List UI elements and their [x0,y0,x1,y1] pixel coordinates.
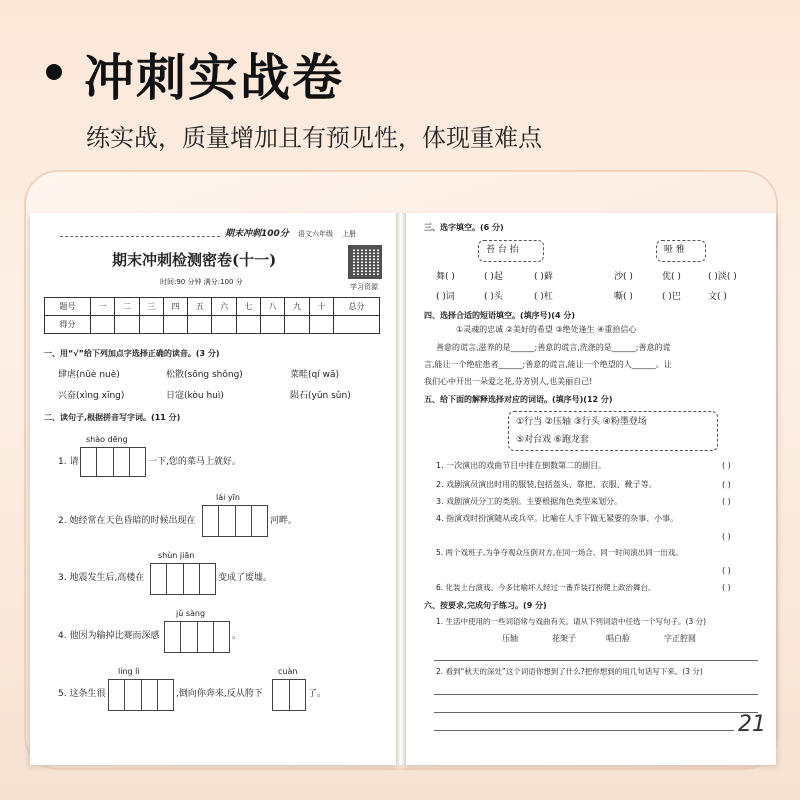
word-options: ⑤对台戏 ⑥跑龙套 [516,435,589,445]
pinyin-hint: shào dēng [86,435,128,444]
word-options: ①行当 ②压轴 ③行头 ④粉墨登场 [516,417,647,427]
fill-blank[interactable]: ( )藓 [534,272,553,282]
score-cell[interactable] [188,316,212,334]
fill-blank[interactable]: ( )巴 [662,292,681,302]
sentence-text: 。 [232,631,242,641]
paragraph-line[interactable]: 言,能让一个绝症患者______;善意的谎言,能让一个绝望的人______。让 [424,360,672,369]
word-choice: 字正腔圆 [664,634,696,643]
fill-blank[interactable]: ( )淡( ) [708,272,737,282]
fill-blank[interactable]: 文( ) [708,292,727,302]
table-cell: 四 [163,298,187,316]
sentence-text: 变成了废墟。 [218,573,273,583]
pinyin-hint: cuàn [278,667,298,676]
table-cell: 六 [212,298,236,316]
section2-title: 二、读句子,根据拼音写字词。(11 分) [44,413,181,422]
paragraph-line[interactable]: 善意的谎言,滋养的是______;善意的谎言,洗涤的是______;善意的谎 [436,343,671,352]
page-title: 冲刺实战卷 [84,49,344,107]
section3-title: 三、选字填空。(6 分) [424,223,504,232]
pinyin-hint: shùn jiān [158,551,195,560]
question-text: 1. 一次演出的戏曲节目中排在倒数第二的剧目。 [436,461,607,470]
header-brand: 期末冲刺100分 [225,229,289,239]
sentence-text: 5. 这条生很 [58,689,106,699]
writing-grid[interactable] [202,505,268,537]
score-table [44,297,380,334]
left-page [30,213,398,765]
section6-title: 六、按要求,完成句子练习。(9 分) [424,601,547,610]
table-cell: 九 [285,298,309,316]
pinyin-choice[interactable]: 陨石(yǔn sǔn) [290,391,351,401]
section4-title: 四、选择合适的短语填空。(填序号)(4 分) [424,311,575,320]
answer-line[interactable] [434,730,734,731]
sentence-text: 了。 [308,689,327,699]
pinyin-choice[interactable]: 松散(sōng shǒng) [166,370,243,380]
score-cell[interactable] [285,316,309,334]
question-text: 6. 化装上台演戏。今多比喻坏人经过一番乔装打扮爬上政治舞台。 [436,583,656,592]
writing-grid[interactable] [164,621,230,653]
section1-title: 一、用“√”给下列加点字选择正确的读音。(3 分) [44,349,220,358]
table-cell: 五 [188,298,212,316]
header-volume: 上册 [342,230,356,238]
question-text: 3. 戏剧演员分工的类别。主要根据角色类型来划分。 [436,497,623,506]
answer-line[interactable] [434,660,758,661]
fill-blank[interactable]: ( )头 [484,292,503,302]
score-cell[interactable] [334,316,380,334]
page-subtitle: 练实战，质量增加且有预见性，体现重难点 [86,124,542,152]
bullet-dot [46,64,62,80]
table-cell: 十 [309,298,333,316]
pinyin-hint: líng lì [118,667,140,676]
score-table-score-row [45,316,380,334]
writing-grid[interactable] [150,563,216,595]
score-cell[interactable] [163,316,187,334]
word-choice: 唱白脸 [606,634,630,643]
question-text: 4. 指演戏时扮演随从或兵卒。比喻在人手下做无紧要的杂事、小事。 [436,514,679,523]
word-choice: 压轴 [502,634,518,643]
fill-blank[interactable]: ( )起 [484,272,503,282]
score-cell[interactable] [90,316,114,334]
fill-blank[interactable]: ( )词 [436,292,455,302]
section5-title: 五、给下面的解释选择对应的词语。(填序号)(12 分) [424,395,613,404]
phrase-options: ①灵魂的忠诚 ②美好的希望 ③绝处逢生 ④重拾信心 [456,325,637,334]
word-choice: 花架子 [552,634,576,643]
page-number: 21 [738,712,766,737]
pinyin-choice[interactable]: 兴奋(xìng xīng) [58,391,125,401]
score-cell[interactable] [261,316,285,334]
question-text: 2. 戏剧演员演出时用的服装,包括盔头、靠把、衣服、靴子等。 [436,480,657,489]
table-cell: 得分 [45,316,91,334]
char-options: 哑 雅 [664,245,685,255]
paragraph-line: 我们心中开出一朵爱之花,芬芳别人,也美丽自己! [424,377,593,386]
table-cell: 总分 [334,298,380,316]
answer-line[interactable] [434,694,758,695]
sentence-text: 1. 请 [58,457,79,467]
answer-blank[interactable]: ( ) [722,480,731,489]
answer-line[interactable] [434,712,758,713]
sentence-text: 一下,您的菜马上就好。 [148,457,241,467]
score-cell[interactable] [236,316,260,334]
pinyin-hint: lái yīn [216,493,240,502]
char-options: 苔 台 抬 [486,245,519,255]
question-text: 2. 看到“秋天的深处”这个词语你想到了什么?把你想到的用几句话写下来。(3 分) [436,667,703,676]
score-cell[interactable] [115,316,139,334]
writing-grid[interactable] [108,679,174,711]
answer-blank[interactable]: ( ) [722,566,731,575]
qr-code [348,245,382,279]
header-subject: 语文六年级 [298,230,333,238]
score-cell[interactable] [139,316,163,334]
fill-blank[interactable]: 沙( ) [614,272,633,282]
table-cell: 七 [236,298,260,316]
answer-blank[interactable]: ( ) [722,497,731,506]
sentence-text: 2. 她经常在天色昏暗的时候出现在 [58,516,196,526]
sentence-text: 河畔。 [270,516,298,526]
score-cell[interactable] [212,316,236,334]
exam-meta: 时间:90 分钟 满分:100 分 [160,278,243,286]
score-cell[interactable] [309,316,333,334]
sentence-text: 4. 他因为输掉比赛而深感 [58,631,160,641]
table-cell: 三 [139,298,163,316]
header-rule [60,236,220,237]
qr-label: 学习资源 [350,283,378,291]
fill-blank[interactable]: 嘶( ) [614,292,633,302]
table-cell: 二 [115,298,139,316]
answer-blank[interactable]: ( ) [722,583,731,592]
question-text: 1. 生活中使用的一些词语常与戏曲有关。请从下列词语中任选一个写句子。(3 分) [436,617,707,626]
exam-title: 期末冲刺检测密卷(十一) [112,251,277,269]
writing-grid[interactable] [80,447,146,477]
answer-blank[interactable]: ( ) [722,461,731,470]
sentence-text: ,倒向你奔来,反从胯下 [176,689,263,699]
fill-blank[interactable]: 舞( ) [436,272,455,282]
table-cell: 题号 [45,298,91,316]
score-table-header-row [45,298,380,316]
table-cell: 八 [261,298,285,316]
fill-blank[interactable]: 优( ) [662,272,681,282]
book-gutter [396,213,406,765]
fill-blank[interactable]: ( )杠 [534,292,553,302]
pinyin-choice[interactable]: 菜畦(qí wā) [290,370,339,380]
question-text: 5. 两个戏班子,为争夺观众压倒对方,在同一场合、同一时间演出同一出戏。 [436,548,683,557]
sentence-text: 3. 地震发生后,高楼在 [58,573,145,583]
table-cell: 一 [90,298,114,316]
pinyin-hint: jǔ sàng [176,609,206,618]
writing-grid[interactable] [272,679,306,711]
answer-blank[interactable]: ( ) [722,532,731,541]
pinyin-choice[interactable]: 肆虐(nüè nuè) [58,370,120,380]
pinyin-choice[interactable]: 日寇(kòu huì) [166,391,224,401]
